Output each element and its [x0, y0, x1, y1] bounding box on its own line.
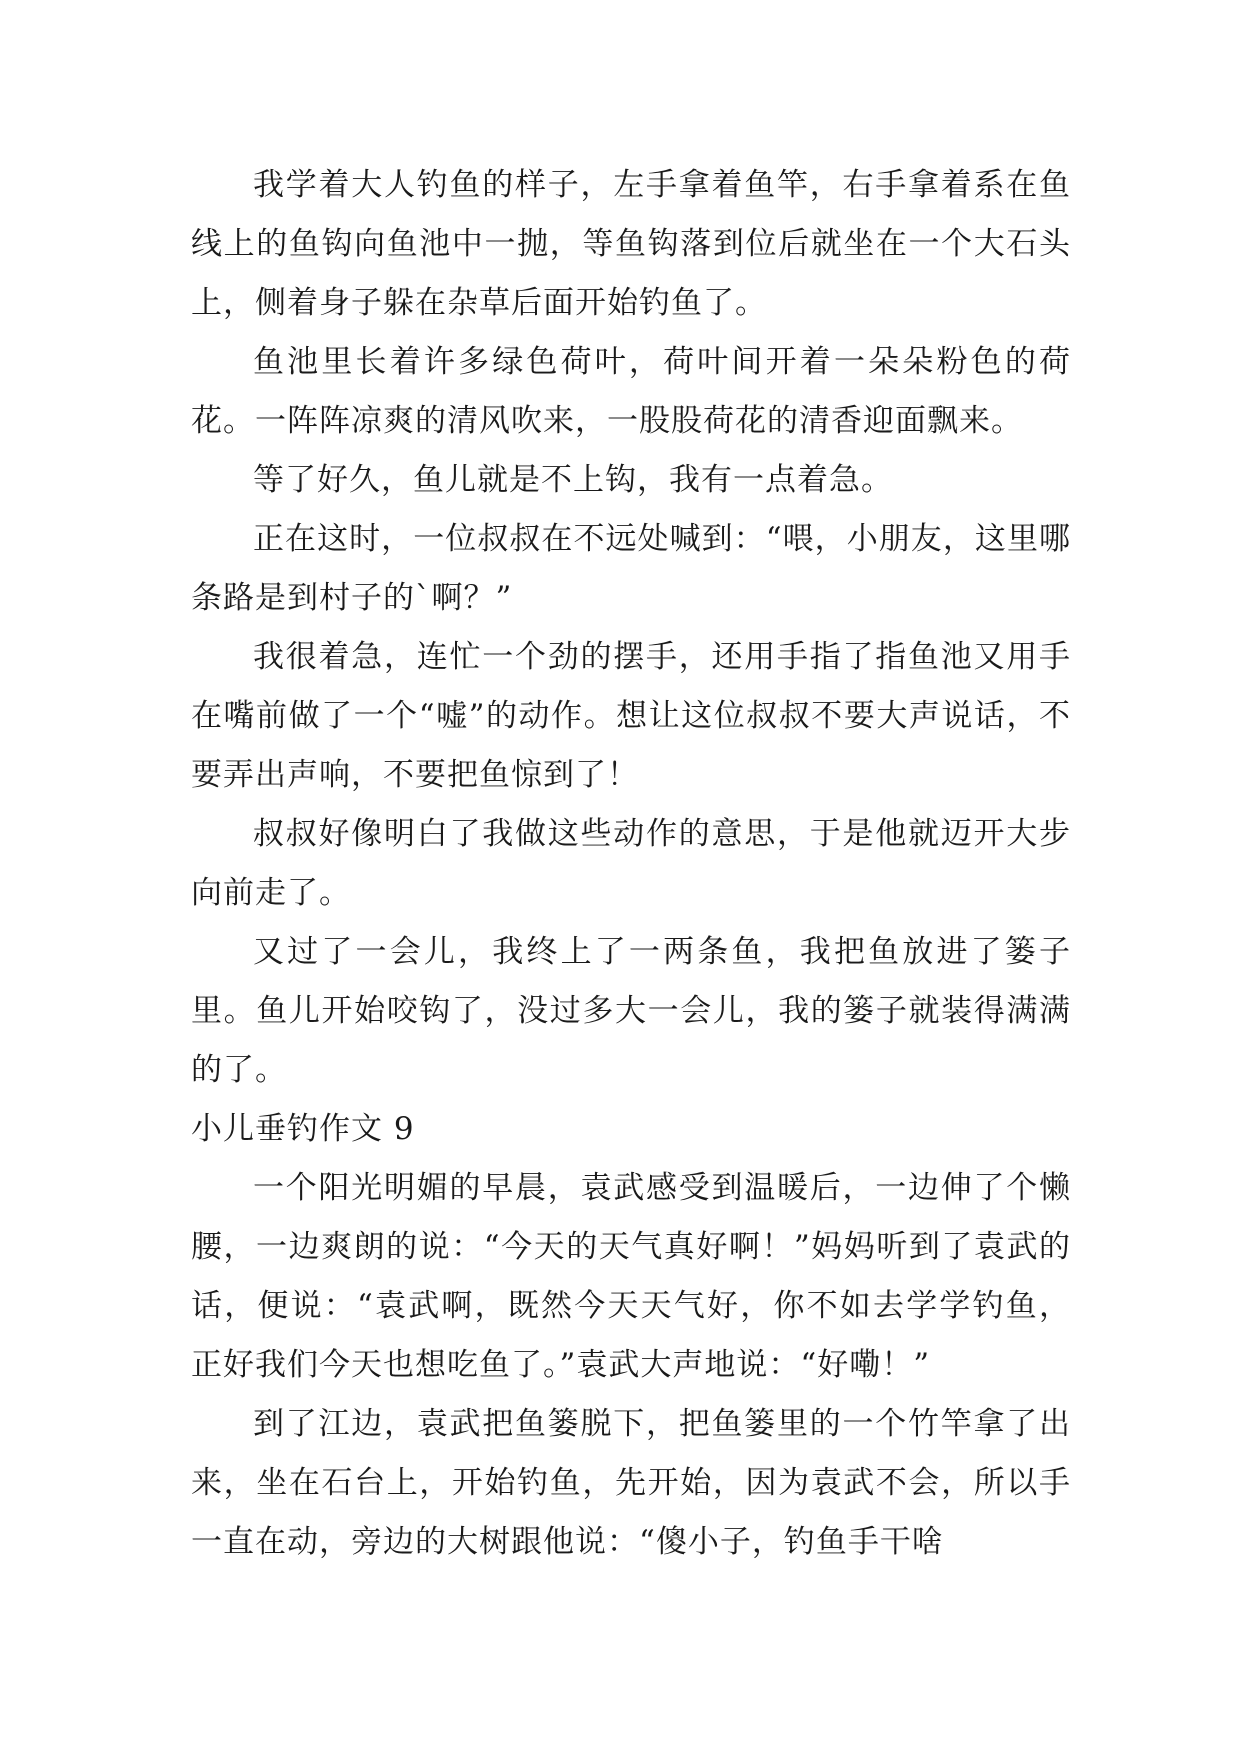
paragraph: 我很着急，连忙一个劲的摆手，还用手指了指鱼池又用手在嘴前做了一个“嘘”的动作。想让这位叔叔不要大声说话，不要弄出声响，不要把鱼惊到了！ — [191, 639, 1071, 793]
paragraph: 正在这时，一位叔叔在不远处喊到：“喂，小朋友，这里哪条路是到村子的`啊？” — [191, 521, 1071, 616]
paragraph: 一个阳光明媚的早晨，袁武感受到温暖后，一边伸了个懒腰，一边爽朗的说：“今天的天气真好啊！”妈妈听到了袁武的话，便说：“袁武啊，既然今天天气好，你不如去学学钓鱼，正好我们今天也想吃鱼了。”袁武大声地说：“好嘞！” — [191, 1170, 1071, 1383]
paragraph: 我学着大人钓鱼的样子，左手拿着鱼竿，右手拿着系在鱼线上的鱼钩向鱼池中一抛，等鱼钩落到位后就坐在一个大石头上，侧着身子躲在杂草后面开始钓鱼了。 — [191, 167, 1071, 321]
paragraph: 鱼池里长着许多绿色荷叶，荷叶间开着一朵朵粉色的荷花。一阵阵凉爽的清风吹来，一股股荷花的清香迎面飘来。 — [191, 344, 1071, 439]
section-heading: 小儿垂钓作文 9 — [191, 1111, 415, 1147]
document-body — [191, 156, 1071, 1572]
paragraph: 等了好久，鱼儿就是不上钩，我有一点着急。 — [253, 462, 893, 498]
paragraph: 又过了一会儿，我终上了一两条鱼，我把鱼放进了篓子里。鱼儿开始咬钩了，没过多大一会儿，我的篓子就装得满满的了。 — [191, 934, 1071, 1088]
paragraph: 叔叔好像明白了我做这些动作的意思，于是他就迈开大步向前走了。 — [191, 816, 1071, 911]
paragraph: 到了江边，袁武把鱼篓脱下，把鱼篓里的一个竹竿拿了出来，坐在石台上，开始钓鱼，先开始，因为袁武不会，所以手一直在动，旁边的大树跟他说：“傻小子，钓鱼手干啥 — [191, 1406, 1071, 1560]
